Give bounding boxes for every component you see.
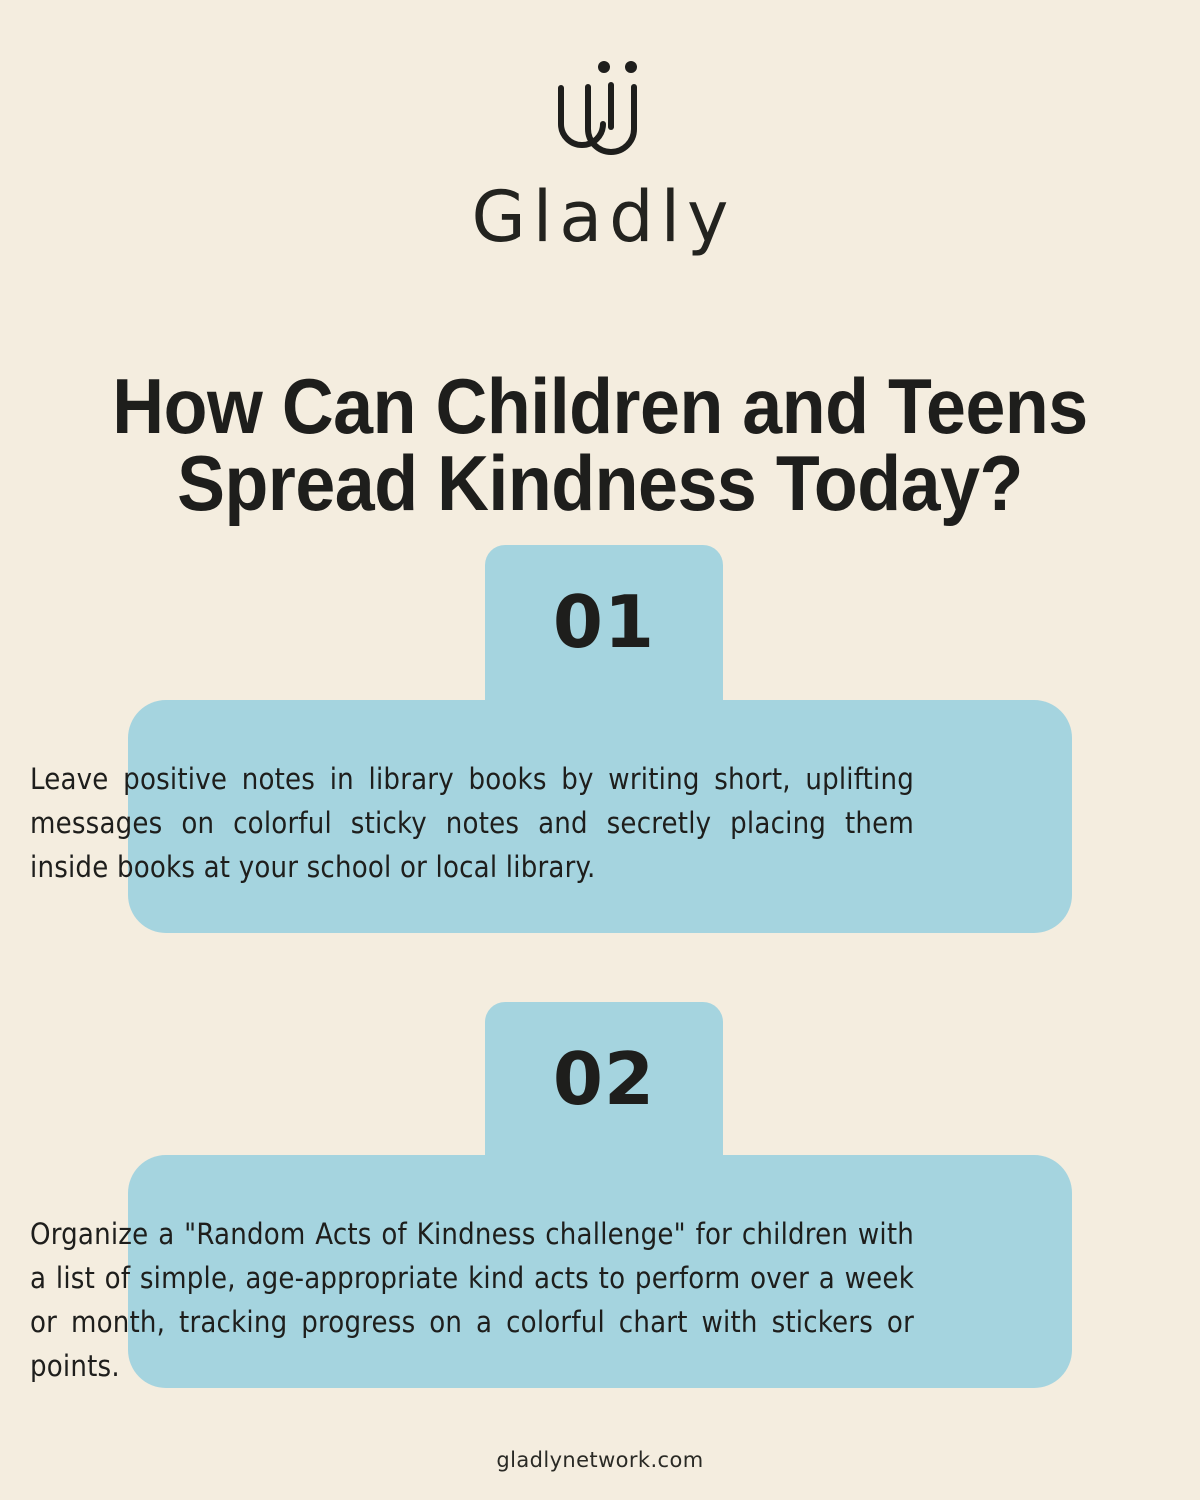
step-number-tab-02 bbox=[485, 1002, 723, 1162]
monogram-dot-right bbox=[625, 61, 637, 73]
tip-card-01-text: Leave positive notes in library books by writing short, uplifting messages on colorful sticky notes and secretly placing them inside books at your school or local library. bbox=[30, 762, 914, 885]
gladly-monogram-icon bbox=[544, 52, 656, 160]
tip-card-02-text: Organize a "Random Acts of Kindness challenge" for children with a list of simple, age-appropriate kind acts to perform over a week or month, tracking progress on a colorful chart with stickers or points. bbox=[30, 1217, 914, 1384]
page-title-line-1: How Can Children and Teens bbox=[112, 362, 1088, 451]
brand-block bbox=[0, 52, 1200, 258]
page-title bbox=[103, 362, 1097, 527]
footer-website[interactable]: gladlynetwork.com bbox=[496, 1448, 704, 1472]
page-title-line-2: Spread Kindness Today? bbox=[177, 438, 1023, 527]
monogram-dot-left bbox=[598, 61, 610, 73]
step-number-02: 02 bbox=[552, 1037, 656, 1121]
step-number-01: 01 bbox=[552, 580, 656, 664]
brand-name: Gladly bbox=[471, 176, 736, 258]
step-number-tab-01 bbox=[485, 545, 723, 705]
